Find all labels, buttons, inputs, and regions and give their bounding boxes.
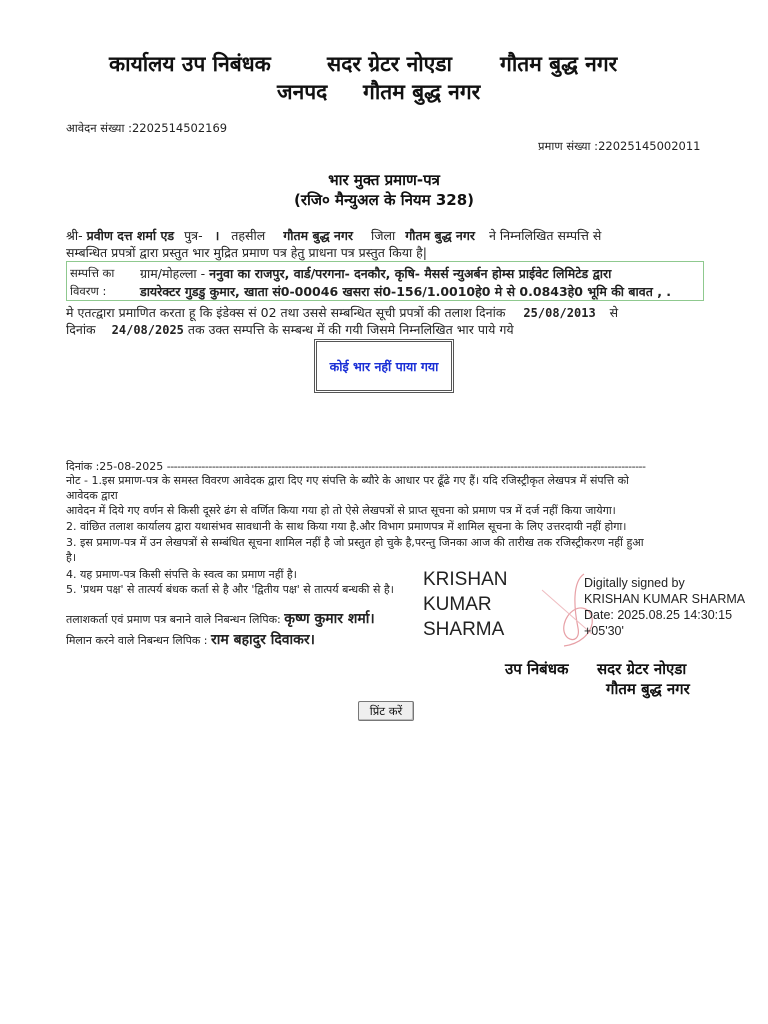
- searcher-clerk-name: कृष्ण कुमार शर्मा।: [284, 611, 375, 627]
- district-label: जिला: [371, 228, 396, 243]
- property-label-1: सम्पत्ति का: [70, 266, 115, 280]
- certificate-subtitle: (रजि० मैन्युअल के नियम 328): [294, 191, 474, 209]
- note-5: 5. 'प्रथम पक्ष' से तात्पर्य बंधक कर्ता से है और 'द्वितीय पक्ष' से तात्पर्य बन्धकी से है।: [66, 583, 394, 596]
- certification-text: मे एतत्द्वारा प्रमाणित करता हू कि इंडेक्स सं 02 तथा उससे सम्बन्धित सूची प्रपत्रों की तलाश दिनांक: [66, 305, 506, 320]
- issue-date-value: 25-08-2025: [99, 460, 164, 473]
- office-title: कार्यालय उप निबंधक: [109, 52, 271, 76]
- searcher-clerk: [66, 609, 375, 628]
- note-1b: आवेदक द्वारा: [66, 489, 118, 502]
- signature-info-line-4: +05'30': [584, 624, 624, 638]
- date-divider: ------------------------------------------------------------------------------------------------------------------------------------------: [166, 460, 646, 473]
- officer-district: गौतम बुद्ध नगर: [606, 680, 690, 698]
- search-to-date: 24/08/2025: [111, 323, 184, 337]
- print-button[interactable]: प्रिंट करें: [358, 701, 414, 721]
- certification-tail: से: [609, 305, 619, 320]
- signature-name-line-3: SHARMA: [423, 619, 505, 640]
- village-label: ग्राम/मोहल्ला -: [140, 266, 206, 281]
- certificate-number: [538, 139, 701, 154]
- applicant-tail: ने निम्नलिखित सम्पत्ति से: [489, 228, 602, 243]
- certification-line-1: [66, 304, 618, 321]
- certification-text-2: तक उक्त सम्पत्ति के सम्बन्ध में की गयी जिसमे निम्नलिखित भार पाये गये: [187, 322, 514, 337]
- signature-info: [584, 575, 745, 639]
- application-number-label: आवेदन संख्या :: [66, 121, 132, 135]
- certificate-number-value: 22025145002011: [598, 139, 701, 153]
- janpad-label: जनपद: [277, 80, 328, 104]
- applicant-relation-value: ।: [214, 228, 220, 243]
- signature-name-line-1: KRISHAN: [423, 569, 508, 590]
- searcher-clerk-label: तलाशकर्ता एवं प्रमाण पत्र बनाने वाले निबन्धन लिपिक:: [66, 613, 281, 626]
- tehsil-value: गौतम बुद्ध नगर: [283, 228, 354, 243]
- note-3a: 3. इस प्रमाण-पत्र में उन लेखपत्रों से सम्बंधित सूचना शामिल नहीं है जो प्रस्तुत हो चुके है,परन्तु जिनका आज की तारीख तक रजिस्ट्रीकरण नहीं हुआ: [66, 536, 644, 549]
- encumbrance-result-box: [314, 339, 454, 393]
- applicant-line: [66, 227, 601, 244]
- note-4: 4. यह प्रमाण-पत्र किसी संपत्ति के स्वत्व का प्रमाण नहीं है।: [66, 568, 297, 581]
- certification-line-2: [66, 321, 514, 338]
- property-details-line-2: डायरेक्टर गुडडु कुमार, खाता सं0-00046 खसरा सं0-156/1.0010हे0 मे से 0.0843हे0 भूमि की बावत , .: [140, 284, 672, 299]
- officer-place: सदर ग्रेटर नोएडा: [597, 660, 687, 678]
- applicant-line-2: सम्बन्धित प्रपत्रों द्वारा प्रस्तुत भार मुद्रित प्रमाण पत्र हेतु प्राधना पत्र प्रस्तुत किया है|: [66, 245, 428, 260]
- property-details-1: [140, 265, 611, 282]
- issue-date-line: [66, 459, 694, 474]
- applicant-relation: पुत्र-: [184, 228, 203, 243]
- date-label: दिनांक: [66, 322, 96, 337]
- applicant-prefix: श्री-: [66, 228, 83, 243]
- signature-info-line-3: Date: 2025.08.25 14:30:15: [584, 608, 733, 622]
- signature-name: [423, 567, 507, 642]
- note-1a: नोट - 1.इस प्रमाण-पत्र के समस्त विवरण आवेदक द्वारा दिए गए संपत्ति के ब्यौरे के आधार पर ढूँढे गए हैं। यदि रजिस्ट्रीकृत लेखपत्र में संपत्ति को: [66, 474, 629, 487]
- property-details-line-1: ननुवा का राजपुर, वार्ड/परगना- दनकौर, कृषि- मैसर्स न्युअर्बन होम्स प्राईवेट लिमिटेड द्वारा: [209, 266, 612, 281]
- verifier-clerk-label: मिलान करने वाले निबन्धन लिपिक :: [66, 634, 208, 647]
- tehsil-label: तहसील: [231, 228, 266, 243]
- search-from-date: 25/08/2013: [523, 306, 596, 320]
- application-number-value: 2202514502169: [131, 121, 228, 135]
- officer-title: उप निबंधक: [505, 660, 569, 678]
- verifier-clerk: [66, 630, 315, 649]
- property-label-2: विवरण :: [70, 284, 107, 298]
- note-1c: आवेदन में दिये गए वर्णन से किसी दूसरे ढंग से वर्णित किया गया हो तो ऐसे लेखपत्रों से प्राप्त सूचना को प्रमाण पत्र में दर्ज नहीं किया जायेगा।: [66, 504, 616, 517]
- certificate-title: भार मुक्त प्रमाण-पत्र: [328, 171, 440, 189]
- encumbrance-result: कोई भार नहीं पाया गया: [329, 358, 439, 374]
- application-number: [66, 121, 227, 136]
- note-2: 2. वांछित तलाश कार्यालय द्वारा यथासंभव सावधानी के साथ किया गया है.और विभाग प्रमाणपत्र में शामिल सूचना के लिए उत्तरदायी नहीं होगा।: [66, 520, 627, 533]
- note-3b: है।: [66, 551, 77, 564]
- district-value: गौतम बुद्ध नगर: [405, 228, 476, 243]
- signature-name-line-2: KUMAR: [423, 594, 492, 615]
- janpad-district: गौतम बुद्ध नगर: [363, 80, 481, 104]
- issue-date-label: दिनांक :: [66, 460, 100, 473]
- applicant-name: प्रवीण दत्त शर्मा एड: [86, 228, 175, 243]
- office-district: गौतम बुद्ध नगर: [500, 52, 618, 76]
- office-place: सदर ग्रेटर नोएडा: [327, 52, 452, 76]
- verifier-clerk-name: राम बहादुर दिवाकर।: [211, 632, 315, 648]
- signature-info-line-1: Digitally signed by: [584, 576, 685, 590]
- certificate-number-label: प्रमाण संख्या :: [538, 139, 599, 153]
- signature-info-line-2: KRISHAN KUMAR SHARMA: [584, 592, 746, 606]
